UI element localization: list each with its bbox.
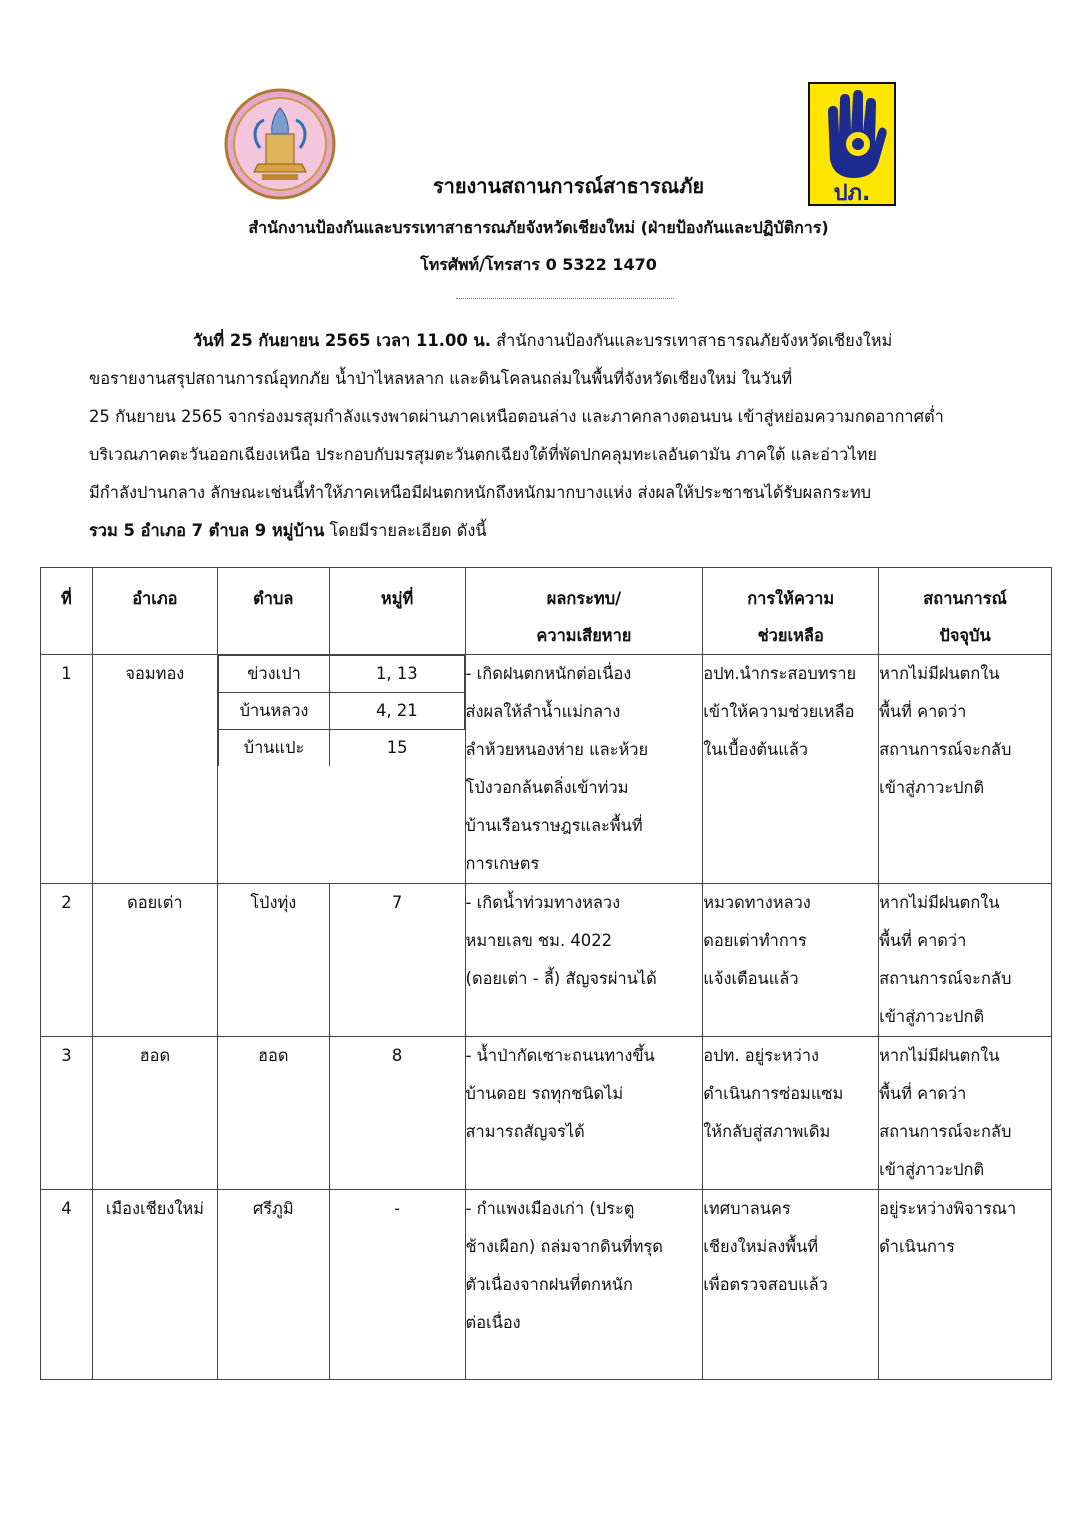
contact-phone: โทรศัพท์/โทรสาร 0 5322 1470: [420, 255, 657, 274]
table-row: [41, 655, 1052, 884]
header-no: ที่: [41, 568, 93, 655]
table-row: 2 ดอยเต่า โป่งทุ่ง 7 - เกิดน้ำท่วมทางหลวง หมายเลข ชม. 4022 (ดอยเต่า - ลี้) สัญจรผ่านได้ หมวดทางหลวง ดอยเต่าทำการ แจ้งเตือนแล้ว หากไม่มีฝนตกใน พื้นที่ คาดว่า สถานการณ์จะกลับ เข้าสู่ภาวะปกติ: [41, 884, 1052, 1037]
row-district: จอมทอง: [92, 655, 217, 884]
header-village: หมู่ที่: [329, 568, 465, 655]
header-status: สถานการณ์ ปัจจุบัน: [879, 568, 1052, 655]
report-date: วันที่ 25 กันยายน 2565 เวลา 11.00 น.: [193, 331, 491, 350]
table-row: 4 เมืองเชียงใหม่ ศรีภูมิ - - กำแพงเมืองเก่า (ประตู ช้างเผือก) ถล่มจากดินที่ทรุด ตัวเนื่องจากฝนที่ตกหนัก ต่อเนื่อง เทศบาลนคร เชียงใหม่ลงพื้นที่ เพื่อตรวจสอบแล้ว อยู่ระหว่างพิจารณา ดำเนินการ: [41, 1190, 1052, 1380]
report-title: รายงานสถานการณ์สาธารณภัย: [432, 174, 705, 198]
header-assistance: การให้ความ ช่วยเหลือ: [703, 568, 879, 655]
summary-count: รวม 5 อำเภอ 7 ตำบล 9 หมู่บ้าน: [89, 521, 325, 540]
header-impact: ผลกระทบ/ ความเสียหาย: [465, 568, 703, 655]
intro-paragraph: วันที่ 25 กันยายน 2565 เวลา 11.00 น. สำนักงานป้องกันและบรรเทาสาธารณภัยจังหวัดเชียงใหม่ ขอรายงานสรุปสถานการณ์อุทกภัย น้ำป่าไหลหลาก และดินโคลนถล่มในพื้นที่จังหวัดเชียงใหม่ ในวันที่ 25 กันยายน 2565 จากร่องมรสุมกำลังแรงพาดผ่านภาคเหนือตอนล่าง และภาคกลางตอนบน เข้าสู่หย่อมความกดอากาศต่ำ บริเวณภาคตะวันออกเฉียงเหนือ ประกอบกับมรสุมตะวันตกเฉียงใต้ที่พัดปกคลุมทะเลอันดามัน ภาคใต้ และอ่าวไทย มีกำลังปานกลาง ลักษณะเช่นนี้ทำให้ภาคเหนือมีฝนตกหนักถึงหนักมากบางแห่ง ส่งผลให้ประชาชนได้รับผลกระทบ รวม 5 อำเภอ 7 ตำบล 9 หมู่บ้าน โดยมีรายละเอียด ดังนี้: [89, 331, 944, 540]
row-no: 1: [41, 655, 93, 884]
header-district: อำเภอ: [92, 568, 217, 655]
row-assistance: อปท.นำกระสอบทราย เข้าให้ความช่วยเหลือ ในเบื้องต้นแล้ว: [703, 655, 879, 884]
table-row: 3 ฮอด ฮอด 8 - น้ำป่ากัดเซาะถนนทางขึ้น บ้านดอย รถทุกชนิดไม่ สามารถสัญจรได้ อปท. อยู่ระหว่าง ดำเนินการซ่อมแซม ให้กลับสู่สภาพเดิม หากไม่มีฝนตกใน พื้นที่ คาดว่า สถานการณ์จะกลับ เข้าสู่ภาวะปกติ: [41, 1037, 1052, 1190]
incident-table: [40, 567, 1052, 1380]
svg-text:ปภ.: ปภ.: [833, 181, 871, 206]
office-name: สำนักงานป้องกันและบรรเทาสาธารณภัยจังหวัดเชียงใหม่ (ฝ่ายป้องกันและปฏิบัติการ): [248, 218, 829, 237]
subdistrict-village-group: ข่วงเปา 1, 13 บ้านหลวง 4, 21 บ้านแปะ 15: [217, 655, 465, 884]
dotted-divider: [456, 298, 674, 299]
row-status: หากไม่มีฝนตกใน พื้นที่ คาดว่า สถานการณ์จะกลับ เข้าสู่ภาวะปกติ: [879, 655, 1052, 884]
row-impact: - เกิดฝนตกหนักต่อเนื่อง ส่งผลให้ลำน้ำแม่กลาง ลำห้วยหนองห่าย และห้วย โป่งวอกล้นตลิ่งเข้าท่วม บ้านเรือนราษฎรและพื้นที่ การเกษตร: [465, 655, 703, 884]
table-header-row: [41, 568, 1052, 655]
header-subdistrict: ตำบล: [217, 568, 329, 655]
